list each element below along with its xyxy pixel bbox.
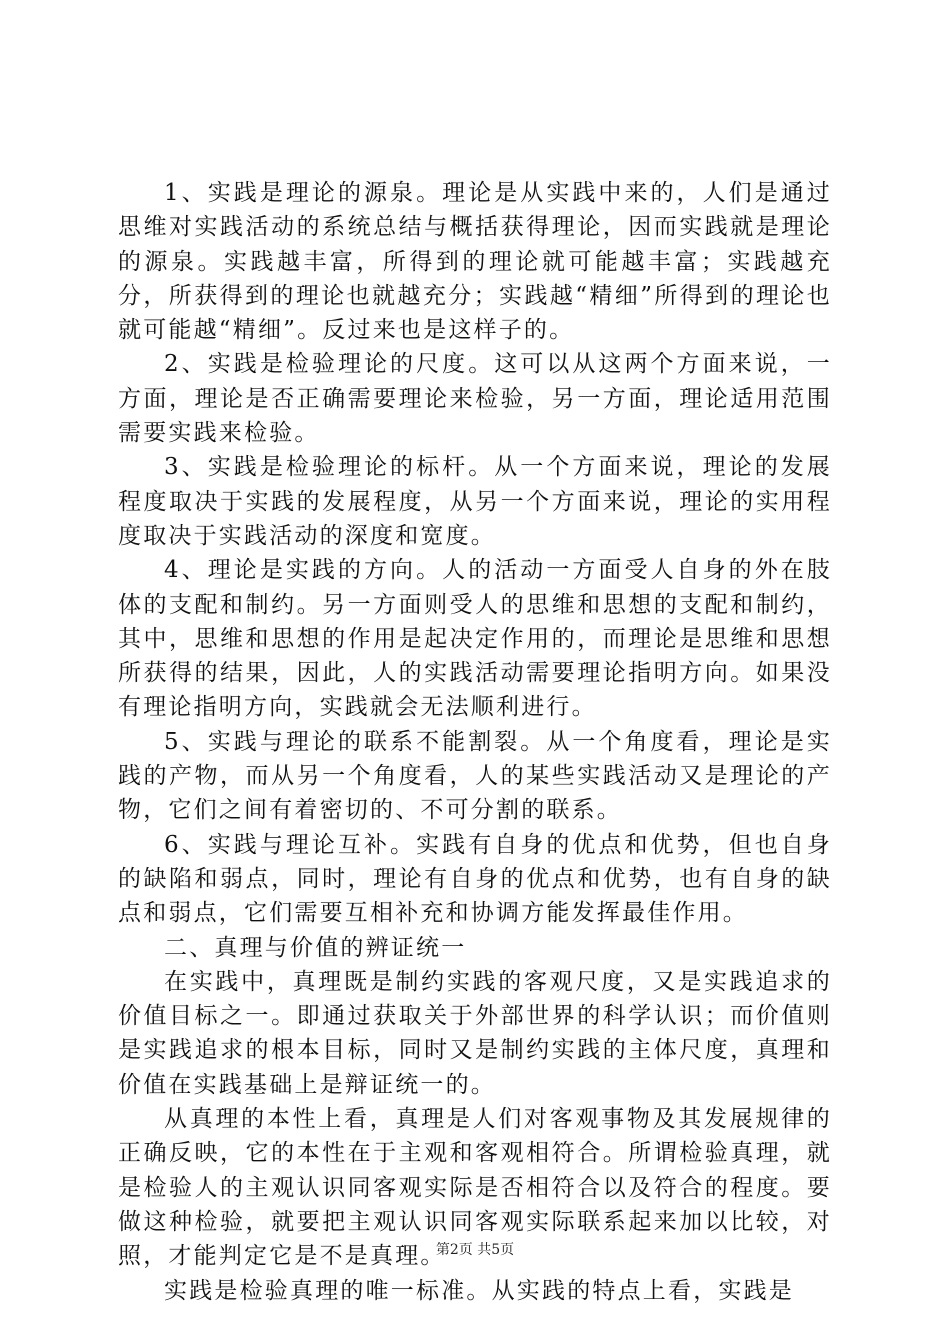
paragraph-practice-measure: 2、实践是检验理论的尺度。这可以从这两个方面来说，一方面，理论是否正确需要理论来检验，另一方面，理论适用范围需要实践来检验。 <box>118 351 832 447</box>
section-heading-truth-value: 二、真理与价值的辨证统一 <box>164 934 467 961</box>
paragraph-practice-source: 1、实践是理论的源泉。理论是从实践中来的，人们是通过思维对实践活动的系统总结与概括获得理论，因而实践就是理论的源泉。实践越丰富，所得到的理论就可能越丰富；实践越充分，所获得到的理论也就越充分；实践越“精细”所得到的理论也就可能越“精细”。反过来也是这样子的。 <box>118 180 832 344</box>
paragraph-theory-direction: 4、理论是实践的方向。人的活动一方面受人自身的外在肢体的支配和制约。另一方面则受人的思维和思想的支配和制约，其中，思维和思想的作用是起决定作用的，而理论是思维和思想所获得的结果，因此，人的实践活动需要理论指明方向。如果没有理论指明方向，实践就会无法顺利进行。 <box>118 557 832 721</box>
paragraph-nature-of-truth: 从真理的本性上看，真理是人们对客观事物及其发展规律的正确反映，它的本性在于主观和客观相符合。所谓检验真理，就是检验人的主观认识同客观实际是否相符合以及符合的程度。要做这种检验，就要把主观认识同客观实际联系起来加以比较，对照，才能判定它是不是真理。 <box>118 1106 832 1270</box>
paragraph-truth-and-value: 在实践中，真理既是制约实践的客观尺度，又是实践追求的价值目标之一。即通过获取关于外部世界的科学认识；而价值则是实践追求的根本目标，同时又是制约实践的主体尺度，真理和价值在实践基础上是辩证统一的。 <box>118 968 832 1098</box>
page-footer: 第2页 共5页 <box>435 1242 515 1258</box>
paragraph-complementary: 6、实践与理论互补。实践有自身的优点和优势，但也自身的缺陷和弱点，同时，理论有自身的优点和优势，也有自身的缺点和弱点，它们需要互相补充和协调方能发挥最佳作用。 <box>118 831 832 927</box>
paragraph-sole-criterion: 实践是检验真理的唯一标准。从实践的特点上看，实践是 <box>164 1277 794 1304</box>
paragraph-inseparable-link: 5、实践与理论的联系不能割裂。从一个角度看，理论是实践的产物，而从另一个角度看，人的某些实践活动又是理论的产物，它们之间有着密切的、不可分割的联系。 <box>118 728 832 824</box>
paragraph-practice-benchmark: 3、实践是检验理论的标杆。从一个方面来说，理论的发展程度取决于实践的发展程度，从另一个方面来说，理论的实用程度取决于实践活动的深度和宽度。 <box>118 454 832 549</box>
document-body <box>118 176 832 1308</box>
